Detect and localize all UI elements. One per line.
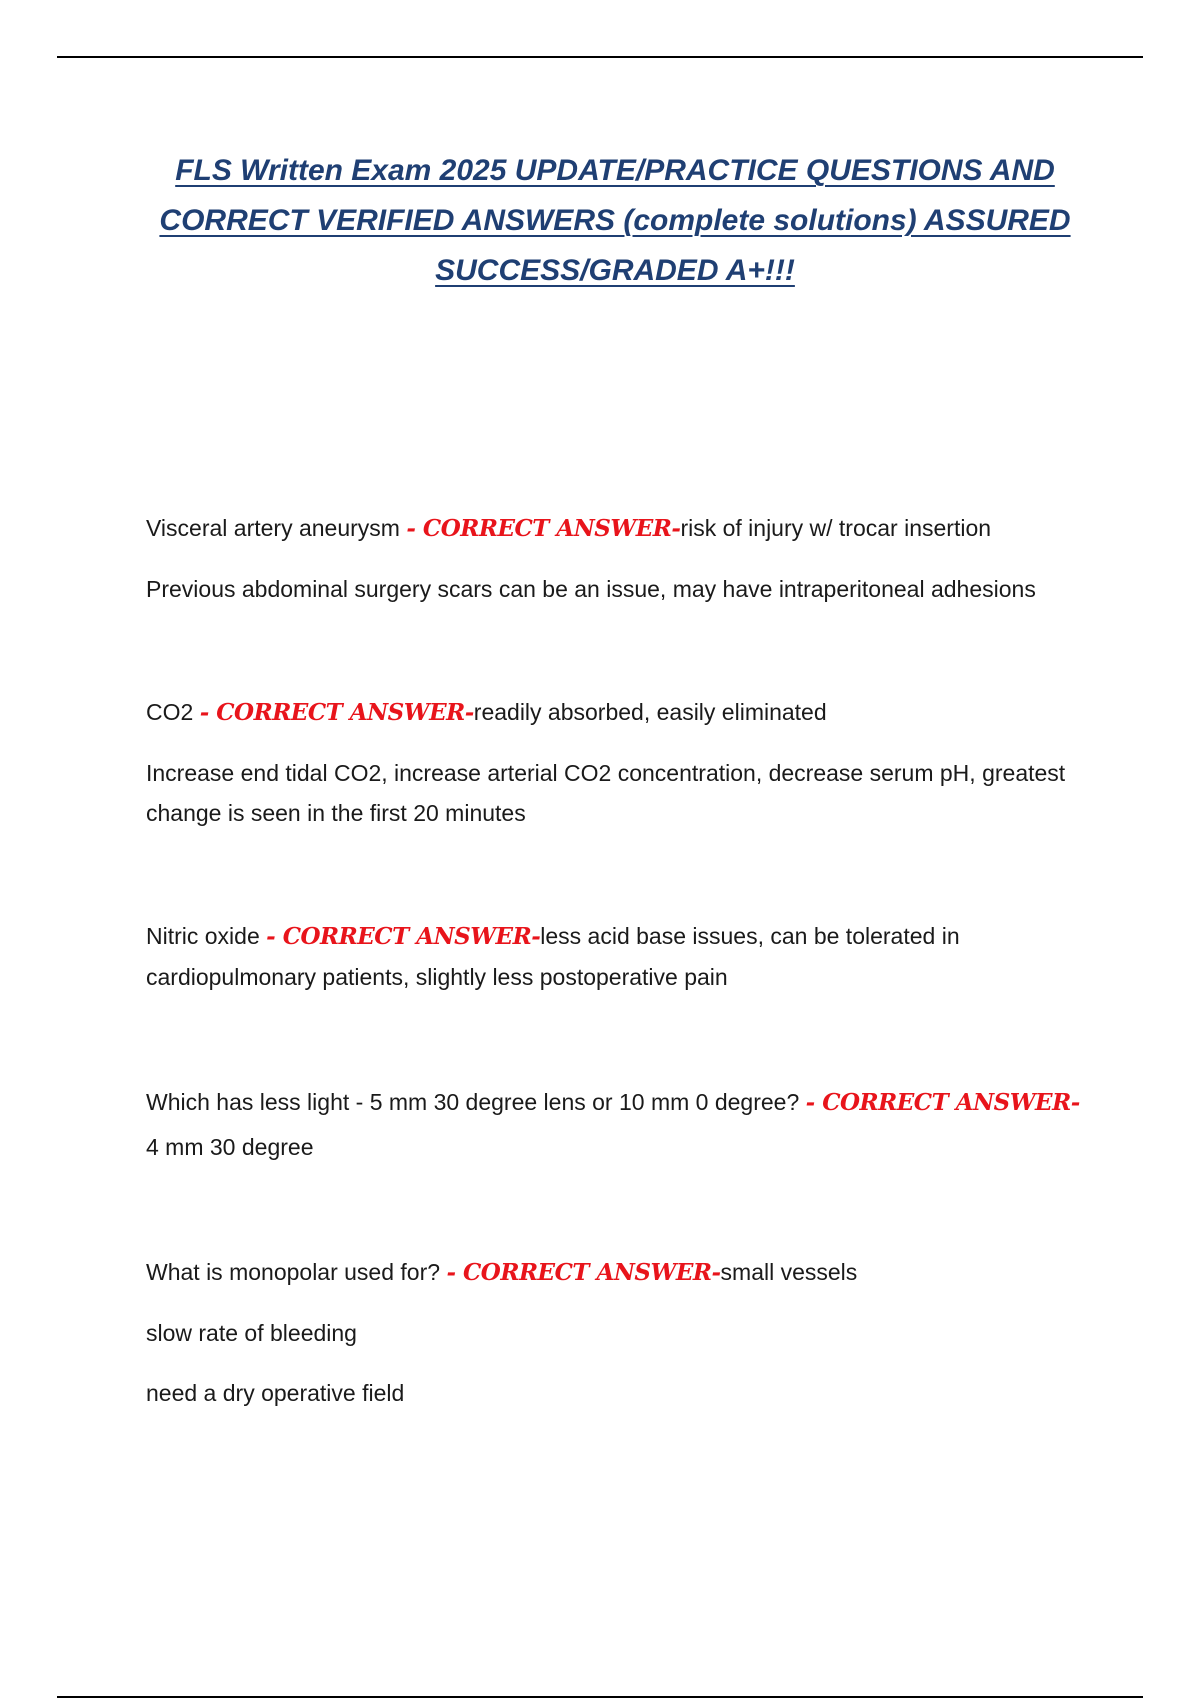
qa-list (146, 508, 1086, 1413)
answer-text: less acid base issues, can be tolerated in cardiopulmonary patients, slightly less postoperative pain (146, 923, 960, 990)
question-text: What is monopolar used for? (146, 1259, 447, 1285)
bottom-rule (57, 1696, 1143, 1698)
qa-item-note: slow rate of bleeding (146, 1320, 357, 1346)
top-rule (57, 56, 1143, 58)
document-title-text: FLS Written Exam 2025 UPDATE/PRACTICE QUESTIONS AND CORRECT VERIFIED ANSWERS (complete solutions) ASSURED SUCCESS/GRADED A+!!! (159, 154, 1071, 287)
answer-text: risk of injury w/ trocar insertion (680, 515, 992, 541)
answer-text: small vessels (720, 1259, 858, 1285)
answer-marker: - CORRECT ANSWER- (446, 1259, 721, 1286)
question-text: Which has less light - 5 mm 30 degree lens or 10 mm 0 degree? (146, 1089, 806, 1115)
qa-item-question-line (146, 1252, 1086, 1293)
qa-item-note: Increase end tidal CO2, increase arterial CO2 concentration, decrease serum pH, greatest change is seen in the first 20 minutes (146, 760, 1066, 826)
qa-item-question-line (146, 692, 1086, 733)
answer-marker: - CORRECT ANSWER- (199, 699, 474, 726)
qa-item-question-line (146, 916, 1086, 997)
question-text: Visceral artery aneurysm (146, 515, 407, 541)
qa-item-question-line (146, 508, 1086, 549)
answer-marker: - CORRECT ANSWER- (406, 515, 681, 542)
qa-item-note: need a dry operative field (146, 1380, 405, 1406)
question-text: CO2 (146, 699, 200, 725)
document-title (140, 146, 1090, 296)
qa-item-note: Previous abdominal surgery scars can be an issue, may have intraperitoneal adhesions (146, 576, 1036, 602)
answer-marker: - CORRECT ANSWER- (266, 923, 541, 950)
answer-text: 4 mm 30 degree (146, 1134, 314, 1160)
question-text: Nitric oxide (146, 923, 267, 949)
qa-item-question-line (146, 1080, 1086, 1169)
answer-marker: - CORRECT ANSWER- (805, 1089, 1080, 1116)
answer-text: readily absorbed, easily eliminated (473, 699, 827, 725)
